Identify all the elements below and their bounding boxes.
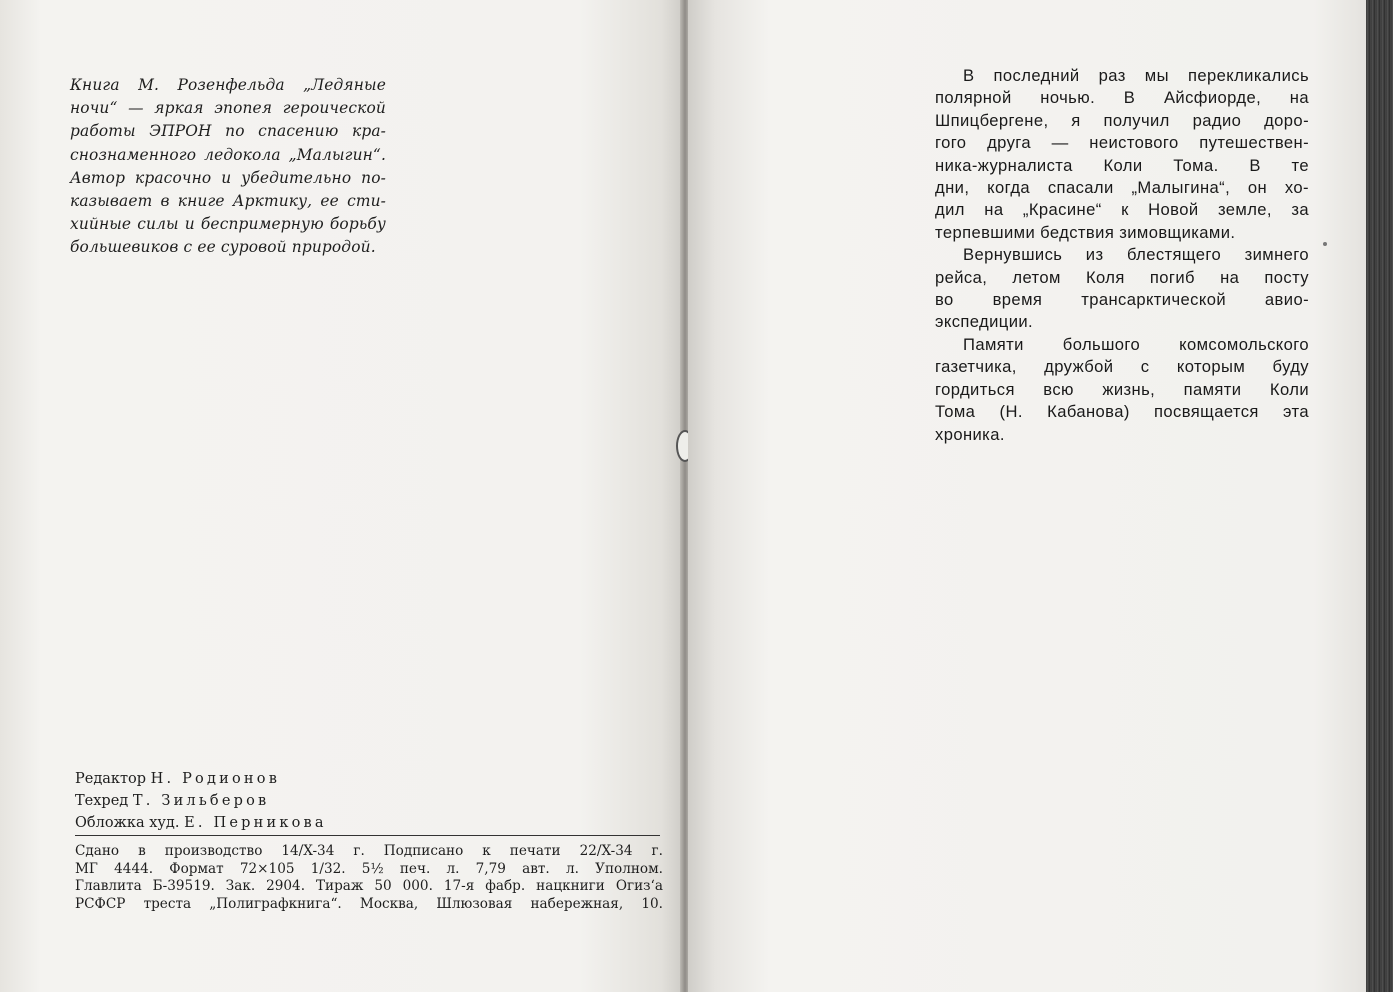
dedication-line: гордиться всю жизнь, памяти Коли [935, 379, 1309, 399]
dedication-line: В последний раз мы перекликались [963, 66, 1309, 85]
imprint-block [75, 843, 663, 913]
credit-role: Обложка худ. [75, 815, 180, 831]
dedication-line: полярной ночью. В Айсфиорде, на [935, 88, 1309, 108]
blurb-line: хийные силы и беспримерную борьбу [70, 215, 386, 234]
credit-role: Техред [75, 793, 129, 809]
credit-tech-editor [75, 790, 327, 812]
dedication-line: гого друга — неистового путешествен- [935, 133, 1309, 153]
credit-cover-artist [75, 812, 327, 834]
dedication-line: дил на „Красине“ к Новой земле, за [935, 200, 1309, 220]
paper-speck [1323, 242, 1327, 246]
imprint-divider [75, 835, 660, 836]
dedication-line: Шпицбергене, я получил радио доро- [935, 110, 1309, 130]
dedication-line: ника-журналиста Коли Тома. В те [935, 155, 1309, 175]
credit-editor [75, 768, 327, 790]
blurb-line: работы ЭПРОН по спасению кра- [70, 122, 386, 141]
dedication-line: терпевшими бедствия зимовщиками. [935, 222, 1236, 242]
book-blurb [70, 74, 386, 260]
blurb-line: Книга М. Розенфельда „Ледяные [70, 76, 386, 94]
blurb-line: большевиков с ее суровой природой. [70, 238, 376, 257]
blurb-line: казывает в книге Арктику, ее сти- [70, 192, 386, 211]
dedication-text [935, 65, 1309, 446]
dedication-line: экспедиции. [935, 312, 1034, 332]
imprint-line: Сдано в производство 14/X-34 г. Подписано к печати 22/X-34 г. [75, 843, 663, 859]
imprint-line: МГ 4444. Формат 72×105 1/32. 5½ печ. л. 7,79 авт. л. Уполном. [75, 860, 663, 877]
dedication-line: хроника. [935, 424, 1005, 444]
dedication-line: дни, когда спасали „Малыгина“, он хо- [935, 178, 1309, 198]
credit-name: Т. Зильберов [132, 793, 270, 809]
credits-block [75, 768, 327, 834]
dedication-line: Тома (Н. Кабанова) посвящается эта [935, 402, 1309, 422]
credit-role: Редактор [75, 771, 147, 787]
left-page [0, 0, 682, 992]
blurb-line: Автор красочно и убедительно по- [70, 168, 386, 187]
blurb-line: ночи“ — яркая эпопея героической [70, 99, 386, 118]
imprint-line: РСФСР треста „Полиграфкнига“. Москва, Шлюзовая набережная, 10. [75, 895, 663, 912]
imprint-line: Главлита Б-39519. Зак. 2904. Тираж 50 000. 17-я фабр. нацкниги Огиз‘а [75, 878, 663, 894]
blurb-line: снознаменного ледокола „Малыгин“. [70, 145, 386, 164]
dedication-line: во время трансарктической авио- [935, 290, 1309, 310]
dedication-line: рейса, летом Коля погиб на посту [935, 267, 1309, 287]
dedication-line: газетчика, дружбой с которым буду [935, 357, 1309, 377]
dedication-line: Вернувшись из блестящего зимнего [963, 245, 1309, 265]
page-edges [1366, 0, 1393, 992]
dedication-line: Памяти большого комсомольского [963, 334, 1309, 354]
credit-name: Н. Родионов [150, 771, 281, 787]
credit-name: Е. Перникова [184, 815, 327, 831]
